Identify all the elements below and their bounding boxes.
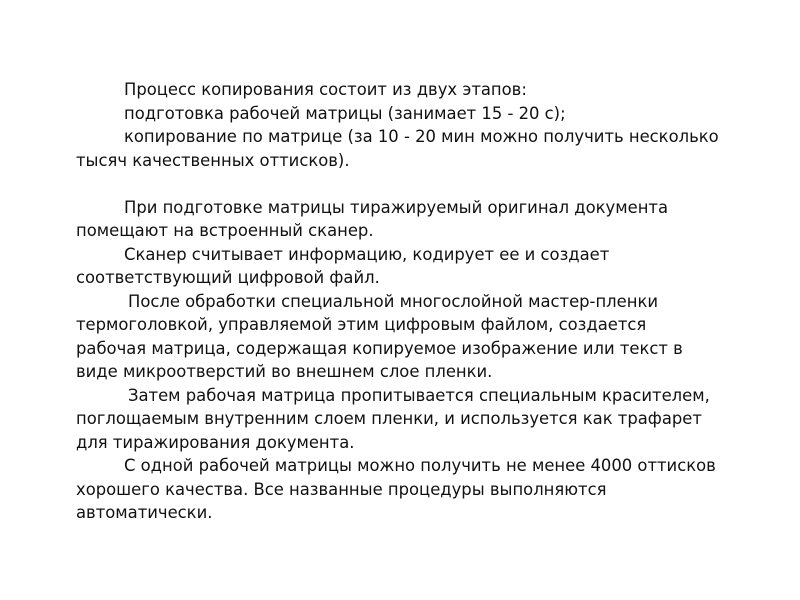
paragraph-line: рабочая матрица, содержащая копируемое изображение или текст в	[76, 338, 683, 358]
paragraph-line: После обработки специальной многослойной мастер-пленки	[128, 291, 659, 311]
paragraph-line: термоголовкой, управляемой этим цифровым файлом, создается	[76, 315, 647, 334]
paragraph-line: С одной рабочей матрицы можно получить не менее 4000 оттисков	[124, 456, 716, 475]
paragraph-line: помещают на встроенный сканер.	[76, 221, 374, 240]
paragraph-line: Процесс копирования состоит из двух этапов:	[124, 80, 527, 99]
paragraph-line: Сканер считывает информацию, кодирует ее и создает	[124, 244, 610, 264]
body-text	[76, 78, 756, 525]
paragraph-line: для тиражирования документа.	[76, 432, 355, 452]
paragraph-line: копирование по матрице (за 10 - 20 мин можно получить несколько	[124, 127, 719, 146]
paragraph-line: виде микроотверстий во внешнем слое пленки.	[76, 362, 493, 381]
paragraph-line: подготовка рабочей матрицы (занимает 15 - 20 с);	[124, 103, 566, 123]
paragraph-line: При подготовке матрицы тиражируемый оригинал документа	[124, 197, 668, 217]
paragraph-line: Затем рабочая матрица пропитывается специальным красителем,	[128, 385, 710, 405]
paragraph-line: автоматически.	[76, 503, 213, 522]
paragraph-line: соответствующий цифровой файл.	[76, 268, 380, 287]
blank-line	[76, 172, 756, 196]
paragraph-line: хорошего качества. Все названные процедуры выполняются	[76, 479, 607, 499]
paragraph-line: тысяч качественных оттисков).	[76, 150, 350, 170]
paragraph-line: поглощаемым внутренним слоем пленки, и используется как трафарет	[76, 409, 702, 428]
